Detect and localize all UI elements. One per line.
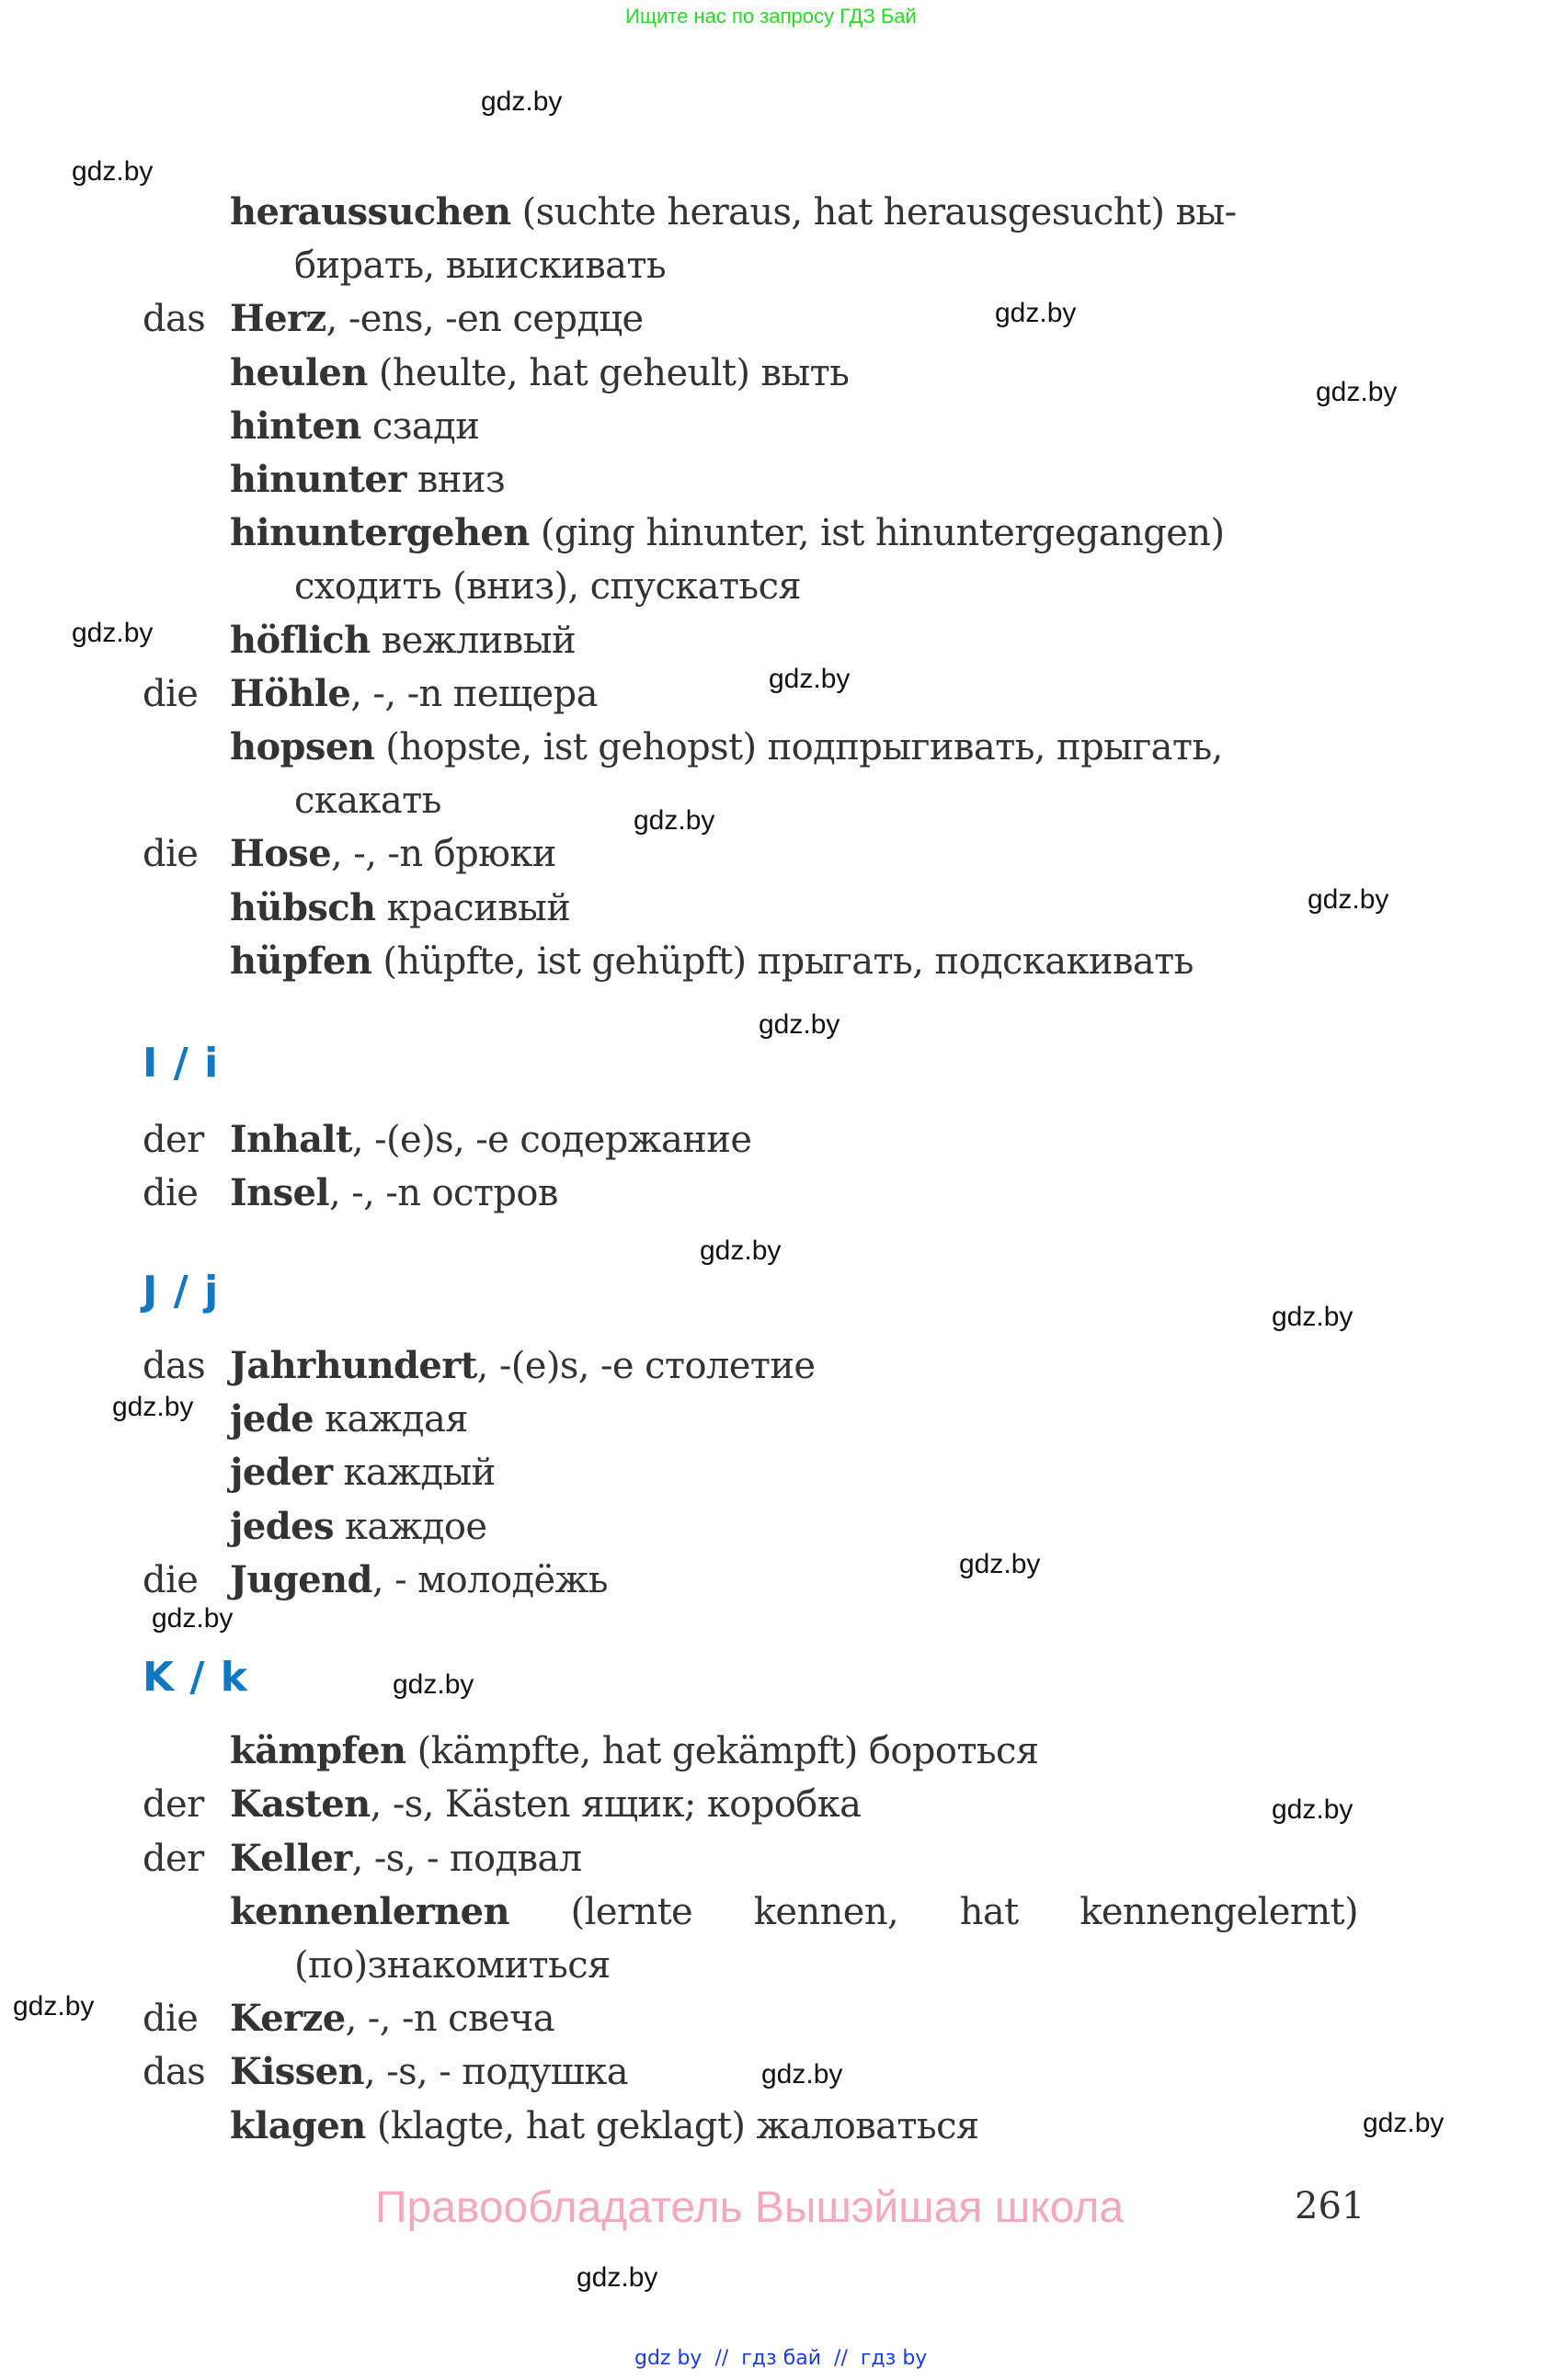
- entry-body: [230, 1885, 1358, 1939]
- dictionary-entry: [143, 721, 1358, 774]
- dictionary-entry: [143, 292, 1358, 346]
- entry-body: [230, 882, 570, 935]
- rights-holder-notice: Правообладатель Вышэйшая школа: [375, 2183, 1125, 2232]
- watermark-text: gdz.by: [393, 1669, 474, 1700]
- dictionary-entry: [143, 1339, 1358, 1393]
- dictionary-entry: [143, 1885, 1358, 1939]
- entry-body: [230, 1500, 486, 1554]
- dictionary-entry: [143, 507, 1358, 560]
- dictionary-entry: [143, 935, 1358, 988]
- entry-definition: , -s, - подушка: [363, 2051, 629, 2093]
- entry-definition: каждая: [313, 1398, 468, 1441]
- entry-definition: (suchte heraus, hat herausgesucht) вы-: [510, 191, 1237, 233]
- entry-body: [230, 1167, 558, 1220]
- dictionary-entry: [143, 1992, 1358, 2045]
- entry-continuation: [143, 560, 1358, 613]
- article: der: [143, 1783, 204, 1826]
- entry-definition: (lernte kennen, hat kennengelernt): [509, 1891, 1358, 1933]
- dictionary-entry: [143, 667, 1358, 721]
- dictionary-entry: [143, 453, 1358, 507]
- headword: Kasten: [230, 1782, 371, 1826]
- article: der: [143, 1119, 204, 1161]
- headword: Höhle: [230, 672, 351, 715]
- entry-body: [230, 292, 644, 346]
- entry-body: [294, 239, 666, 292]
- headword: Jugend: [230, 1558, 372, 1601]
- letter-heading-j: J / j: [143, 1268, 220, 1315]
- dictionary-entry: [143, 1393, 1358, 1446]
- dictionary-entry: [143, 1725, 1358, 1778]
- dictionary-entry: [143, 1832, 1358, 1885]
- entry-body: [230, 186, 1237, 239]
- entry-definition: каждое: [333, 1506, 487, 1548]
- headword: Inhalt: [230, 1118, 352, 1161]
- headword: hinuntergehen: [230, 511, 530, 554]
- entry-continuation: [143, 774, 1358, 827]
- entry-definition: (hüpfte, ist gehüpft) прыгать, подскакивать: [371, 940, 1194, 983]
- entry-definition: , -, -n остров: [328, 1172, 558, 1214]
- search-hint-banner: Ищите нас по запросу ГДЗ Бай: [625, 5, 917, 28]
- entry-body: [230, 400, 479, 453]
- entry-definition: (по)знакомиться: [294, 1944, 611, 1987]
- entry-definition: сходить (вниз), спускаться: [294, 565, 802, 608]
- entry-body: [230, 507, 1224, 560]
- dictionary-entry: [143, 1113, 1358, 1167]
- entry-body: [230, 1554, 608, 1607]
- entry-body: [230, 827, 556, 881]
- headword: hüpfen: [230, 939, 372, 983]
- headword: jeder: [230, 1451, 333, 1494]
- entry-continuation: [143, 1939, 1358, 1992]
- letter-heading-i: I / i: [143, 1040, 220, 1087]
- watermark-text: gdz.by: [634, 805, 715, 836]
- entry-definition: , -, -n свеча: [345, 1998, 555, 2040]
- watermark-text: gdz.by: [700, 1236, 782, 1266]
- watermark-text: gdz.by: [959, 1549, 1041, 1579]
- entry-body: [230, 1778, 861, 1831]
- entry-definition: скакать: [294, 780, 441, 822]
- entry-body: [230, 667, 598, 721]
- headword: hübsch: [230, 886, 376, 929]
- entry-body: [230, 1992, 554, 2045]
- entry-definition: , -(e)s, -e содержание: [351, 1119, 752, 1161]
- entry-definition: бирать, выискивать: [294, 245, 667, 287]
- entry-body: [230, 1113, 751, 1167]
- entry-body: [230, 614, 576, 667]
- headword: Hose: [230, 832, 332, 875]
- article: das: [143, 1345, 206, 1387]
- watermark-text: gdz.by: [72, 618, 154, 648]
- watermark-text: gdz.by: [1308, 884, 1389, 915]
- entry-definition: (kämpfte, hat gekämpft) бороться: [405, 1730, 1039, 1772]
- page-number: 261: [1295, 2185, 1365, 2227]
- dictionary-entry: [143, 2045, 1358, 2099]
- headword: Herz: [230, 297, 326, 340]
- headword: hinten: [230, 404, 361, 448]
- article: die: [143, 833, 199, 875]
- entry-definition: , -, -n брюки: [331, 833, 556, 875]
- headword: jedes: [230, 1505, 334, 1548]
- bottom-site-links[interactable]: gdz by // гдз бай // гдз by: [634, 2347, 928, 2370]
- entry-body: [230, 2045, 628, 2099]
- entry-definition: (heulte, hat geheult) выть: [367, 352, 850, 394]
- dictionary-entry: [143, 1500, 1358, 1554]
- watermark-text: gdz.by: [1316, 377, 1398, 407]
- entry-body: [230, 453, 505, 507]
- article: das: [143, 298, 206, 340]
- entry-body: [294, 1939, 611, 1992]
- entry-definition: , -(e)s, -e столетие: [476, 1345, 816, 1387]
- headword: heulen: [230, 351, 368, 394]
- article: die: [143, 673, 199, 715]
- entry-body: [230, 347, 849, 400]
- dictionary-entry: [143, 1778, 1358, 1831]
- entry-continuation: [143, 239, 1358, 292]
- entry-definition: , -s, - подвал: [351, 1838, 582, 1880]
- watermark-text: gdz.by: [759, 1009, 840, 1040]
- dictionary-entry: [143, 614, 1358, 667]
- dictionary-entry: [143, 2100, 1358, 2153]
- entry-definition: , -ens, -en сердце: [326, 298, 644, 340]
- watermark-text: gdz.by: [577, 2262, 658, 2293]
- dictionary-entry: [143, 347, 1358, 400]
- entry-body: [230, 935, 1194, 988]
- article: die: [143, 1559, 199, 1601]
- headword: klagen: [230, 2104, 366, 2147]
- dictionary-entry: [143, 1554, 1358, 1607]
- entry-definition: , -s, Kästen ящик; коробка: [370, 1783, 862, 1826]
- entry-definition: (ging hinunter, ist hinuntergegangen): [529, 512, 1225, 554]
- watermark-text: gdz.by: [769, 664, 851, 694]
- entry-definition: , -, -n пещера: [350, 673, 598, 715]
- dictionary-entry: [143, 882, 1358, 935]
- article: der: [143, 1838, 204, 1880]
- watermark-text: gdz.by: [112, 1392, 194, 1422]
- dictionary-entry: [143, 827, 1358, 881]
- entry-definition: (klagte, hat geklagt) жаловаться: [365, 2105, 979, 2147]
- watermark-text: gdz.by: [761, 2059, 843, 2090]
- entry-definition: вежливый: [370, 620, 576, 662]
- entry-body: [230, 1832, 582, 1885]
- letter-heading-k: K / k: [143, 1654, 249, 1701]
- entry-body: [230, 1393, 468, 1446]
- entry-definition: (hopste, ist gehopst) подпрыгивать, прыгать,: [374, 726, 1223, 769]
- dictionary-entry: [143, 1167, 1358, 1220]
- entry-definition: , - молодёжь: [371, 1559, 608, 1601]
- dictionary-entry: [143, 400, 1358, 453]
- watermark-text: gdz.by: [152, 1603, 234, 1634]
- watermark-text: gdz.by: [995, 298, 1077, 328]
- headword: Insel: [230, 1171, 329, 1214]
- headword: Kissen: [230, 2050, 364, 2093]
- watermark-text: gdz.by: [1272, 1794, 1354, 1825]
- entry-body: [230, 1339, 815, 1393]
- headword: jede: [230, 1397, 314, 1441]
- headword: Keller: [230, 1837, 352, 1880]
- watermark-text: gdz.by: [1363, 2108, 1445, 2138]
- watermark-text: gdz.by: [481, 86, 563, 117]
- headword: hopsen: [230, 725, 375, 769]
- headword: hinunter: [230, 458, 406, 501]
- article: die: [143, 1172, 199, 1214]
- entry-body: [294, 774, 441, 827]
- entry-definition: каждый: [332, 1452, 496, 1494]
- entry-definition: вниз: [405, 459, 506, 501]
- dictionary-entry: [143, 186, 1358, 239]
- headword: höflich: [230, 619, 371, 662]
- entry-definition: сзади: [360, 405, 480, 448]
- watermark-text: gdz.by: [1272, 1302, 1354, 1332]
- headword: kämpfen: [230, 1729, 406, 1772]
- article: das: [143, 2051, 206, 2093]
- watermark-text: gdz.by: [72, 156, 154, 187]
- entry-definition: красивый: [375, 887, 571, 929]
- headword: Kerze: [230, 1997, 346, 2040]
- entry-body: [230, 1725, 1038, 1778]
- entry-body: [230, 1446, 496, 1499]
- entry-body: [230, 2100, 979, 2153]
- headword: kennenlernen: [230, 1890, 509, 1933]
- headword: heraussuchen: [230, 190, 511, 233]
- dictionary-entry: [143, 1446, 1358, 1499]
- headword: Jahrhundert: [230, 1344, 477, 1387]
- watermark-text: gdz.by: [13, 1991, 95, 2021]
- entry-body: [230, 721, 1223, 774]
- entry-body: [294, 560, 801, 613]
- article: die: [143, 1998, 199, 2040]
